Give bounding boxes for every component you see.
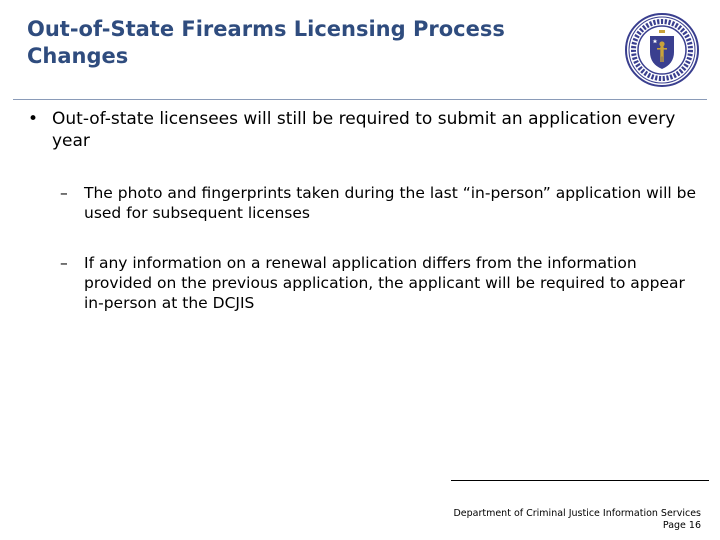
bullet-icon: • bbox=[28, 109, 39, 129]
footer bbox=[453, 508, 701, 532]
slide-title-line-2: Changes bbox=[27, 44, 129, 68]
footer-page-number: Page 16 bbox=[662, 520, 701, 531]
sub-bullet-text: If any information on a renewal application differs from the information provided on the previous application, the applicant will be required to appear in-person at the DCJIS bbox=[84, 254, 685, 312]
slide-title bbox=[27, 16, 567, 70]
dash-icon: – bbox=[60, 184, 68, 202]
sub-bullet-text: The photo and fingerprints taken during the last “in-person” application will be used for subsequent licenses bbox=[84, 184, 697, 222]
dash-icon: – bbox=[60, 254, 68, 272]
slide-title-line-1: Out-of-State Firearms Licensing Process bbox=[27, 17, 505, 41]
massachusetts-seal-icon bbox=[624, 12, 700, 88]
footer-divider bbox=[451, 480, 709, 481]
footer-department: Department of Criminal Justice Information Services bbox=[453, 508, 701, 519]
title-divider bbox=[13, 99, 707, 100]
bullet-text: Out-of-state licensees will still be required to submit an application every year bbox=[52, 109, 676, 151]
